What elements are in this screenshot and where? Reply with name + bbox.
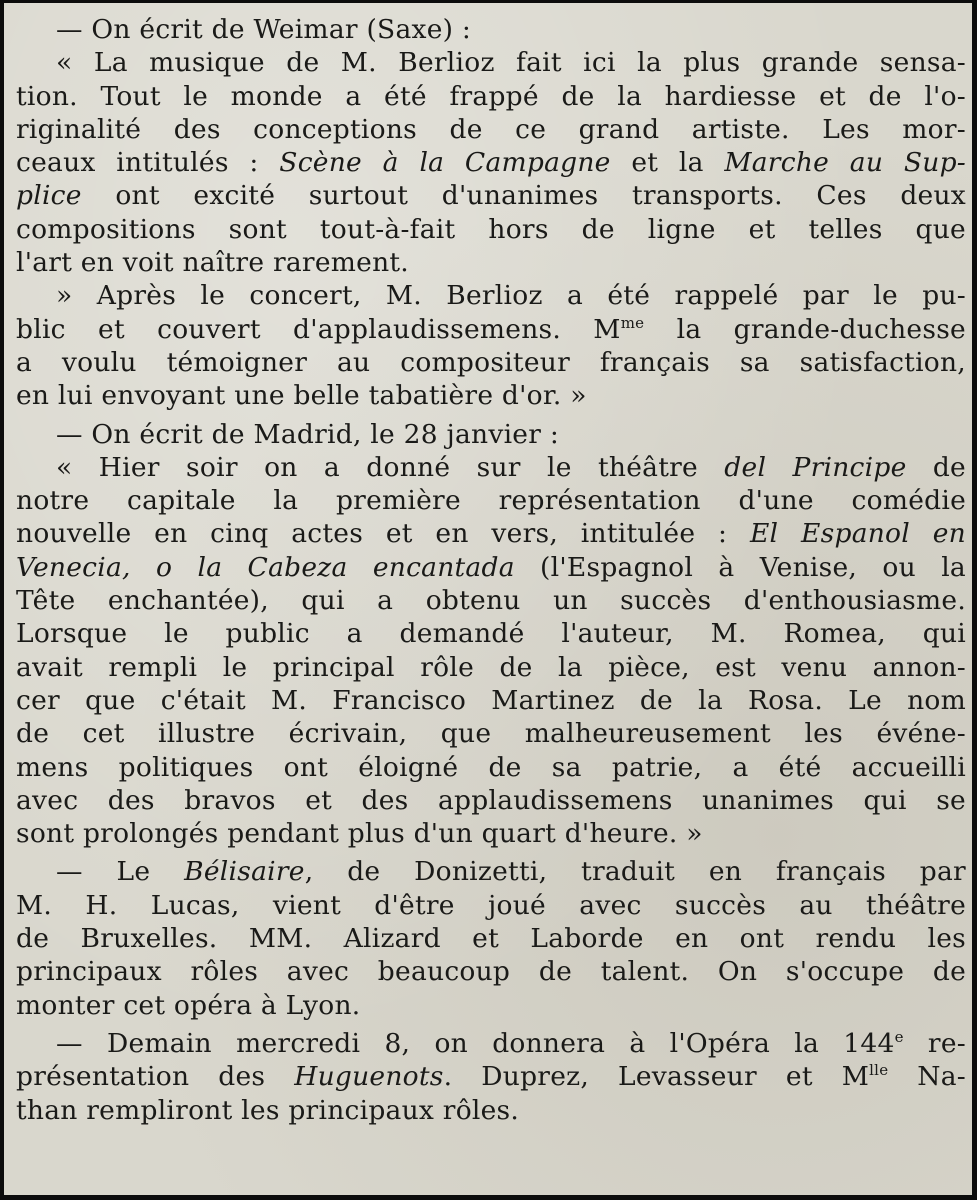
text-segment: et la bbox=[610, 147, 725, 179]
text-line: avec des bravos et des applaudissemens unanimes qui se bbox=[16, 784, 966, 816]
madrid-report bbox=[16, 418, 966, 851]
text-line: mens politiques ont éloigné de sa patrie, a été accueilli bbox=[16, 751, 966, 783]
text-line: sont prolongés pendant plus d'un quart d'heure. » bbox=[16, 818, 703, 850]
weimar-heading: — On écrit de Weimar (Saxe) : bbox=[56, 14, 472, 45]
text-line: en lui envoyant une belle tabatière d'or. » bbox=[16, 380, 587, 412]
text-line: de cet illustre écrivain, que malheureusement les événe- bbox=[16, 718, 966, 750]
text-segment: Na- bbox=[888, 1061, 966, 1093]
article-column bbox=[16, 13, 966, 1127]
text-segment: . Duprez, Levasseur et M bbox=[443, 1061, 870, 1093]
text-segment: (l'Espagnol à Venise, ou la bbox=[514, 551, 966, 583]
work-title-marche-cont: plice bbox=[16, 180, 82, 212]
text-segment: nouvelle en cinq actes et en vers, intitulée : bbox=[16, 518, 750, 550]
text-line bbox=[16, 313, 966, 346]
play-title-cont: Venecia, o la Cabeza encantada bbox=[16, 551, 515, 583]
text-line: cer que c'était M. Francisco Martinez de la Rosa. Le nom bbox=[16, 684, 966, 716]
text-line bbox=[16, 855, 966, 888]
text-line: Lorsque le public a demandé l'auteur, M. Romea, qui bbox=[16, 618, 966, 650]
text-line: monter cet opéra à Lyon. bbox=[16, 989, 361, 1021]
weimar-report-continued bbox=[16, 279, 966, 412]
text-segment: présentation des bbox=[16, 1061, 295, 1093]
text-segment: « Hier soir on a donné sur le théâtre bbox=[56, 451, 725, 483]
text-line: l'art en voit naître rarement. bbox=[16, 247, 409, 279]
text-line: tion. Tout le monde a été frappé de la hardiesse et de l'o- bbox=[16, 80, 966, 112]
text-line: notre capitale la première représentation d'une comédie bbox=[16, 485, 966, 517]
text-line: M. H. Lucas, vient d'être joué avec succès au théâtre bbox=[16, 889, 966, 921]
text-line: riginalité des conceptions de ce grand artiste. Les mor- bbox=[16, 113, 966, 145]
text-line: de Bruxelles. MM. Alizard et Laborde en ont rendu les bbox=[16, 923, 966, 955]
superscript: e bbox=[894, 1027, 904, 1046]
text-segment: ont excité surtout d'unanimes transports. Ces deux bbox=[81, 180, 966, 212]
opera-announcement bbox=[16, 1027, 966, 1127]
text-line bbox=[16, 179, 966, 212]
text-line bbox=[16, 1027, 966, 1060]
text-line: principaux rôles avec beaucoup de talent. On s'occupe de bbox=[16, 956, 966, 988]
superscript: lle bbox=[869, 1061, 889, 1080]
text-segment: re- bbox=[903, 1027, 966, 1059]
newspaper-page bbox=[4, 3, 972, 1195]
text-line: a voulu témoigner au compositeur français sa satisfaction, bbox=[16, 346, 966, 378]
text-segment: — Le bbox=[56, 856, 185, 888]
text-line: avait rempli le principal rôle de la pièce, est venu annon- bbox=[16, 651, 966, 683]
opera-title-huguenots: Huguenots bbox=[294, 1061, 444, 1093]
text-segment: blic et couvert d'applaudissemens. M bbox=[16, 313, 621, 345]
text-line bbox=[16, 451, 966, 484]
text-line bbox=[16, 1060, 966, 1093]
text-line bbox=[16, 146, 966, 179]
text-segment: la grande-duchesse bbox=[644, 313, 966, 345]
opera-title-belisaire: Bélisaire bbox=[184, 856, 305, 888]
text-line bbox=[16, 551, 966, 584]
text-segment: de bbox=[906, 451, 966, 483]
text-line: « La musique de M. Berlioz fait ici la plus grande sensa- bbox=[56, 47, 966, 79]
belisaire-report bbox=[16, 855, 966, 1021]
theatre-name: del Principe bbox=[724, 451, 907, 483]
text-line: » Après le concert, M. Berlioz a été rappelé par le pu- bbox=[56, 280, 966, 312]
text-segment: , de Donizetti, traduit en français par bbox=[304, 856, 966, 888]
text-line: than rempliront les principaux rôles. bbox=[16, 1094, 520, 1126]
work-title-marche: Marche au Sup- bbox=[724, 147, 966, 179]
superscript: me bbox=[620, 313, 645, 332]
text-segment: — Demain mercredi 8, on donnera à l'Opéra la 144 bbox=[56, 1027, 895, 1059]
weimar-report bbox=[16, 13, 966, 279]
text-line: Tête enchantée), qui a obtenu un succès d'enthousiasme. bbox=[16, 585, 966, 617]
madrid-heading: — On écrit de Madrid, le 28 janvier : bbox=[56, 418, 560, 450]
work-title-scene: Scène à la Campagne bbox=[279, 147, 611, 179]
text-segment: ceaux intitulés : bbox=[16, 147, 259, 179]
text-line bbox=[16, 517, 966, 550]
play-title: El Espanol en bbox=[749, 518, 966, 550]
text-line: compositions sont tout-à-fait hors de ligne et telles que bbox=[16, 213, 966, 245]
